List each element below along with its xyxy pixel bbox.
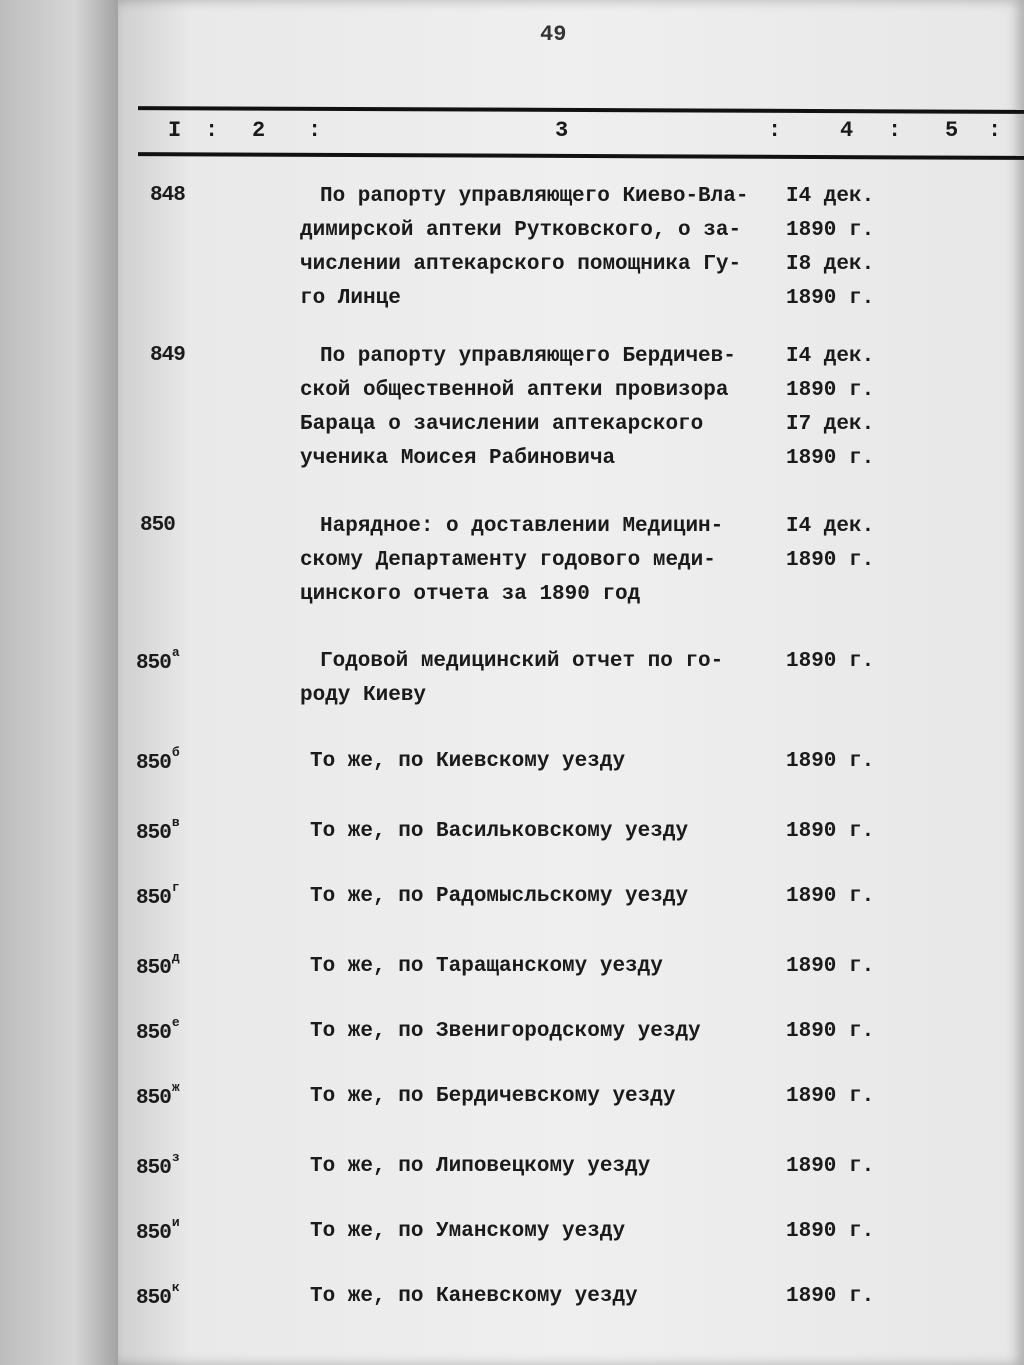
entry-description-line: То же, по Бердичевскому уезду <box>310 1085 676 1108</box>
entry-description <box>310 950 663 984</box>
column-separator: : <box>888 118 902 143</box>
entry-date <box>786 1215 874 1249</box>
entry-description-line: Годовой медицинский отчет по го- <box>320 650 724 673</box>
entry-description-line: То же, по Каневскому уезду <box>310 1285 638 1308</box>
entry-number-main: 850 <box>136 1087 171 1110</box>
entry-date-line: 1890 г. <box>786 1155 875 1178</box>
entry-number-suffix: з <box>171 1150 179 1165</box>
entry-date <box>786 340 874 476</box>
entry-date-line: 1890 г. <box>786 820 875 843</box>
entry-date-line: 1890 г. <box>786 549 875 572</box>
entry-description-line: цинского отчета за 1890 год <box>300 583 641 606</box>
entry-number-main: 850 <box>136 1022 171 1045</box>
entry-description-line: димирской аптеки Рутковского, о за- <box>300 219 742 242</box>
entry-number <box>136 1150 179 1180</box>
entry-description <box>300 340 736 476</box>
column-header-4: 4 <box>840 118 854 143</box>
entry-date-line: 1890 г. <box>786 955 875 978</box>
entry-description <box>310 1080 675 1114</box>
entry-date-line: 1890 г. <box>786 650 875 673</box>
entry-number-suffix: и <box>171 1215 179 1230</box>
entry-date <box>786 510 874 578</box>
entry-description-line: По рапорту управляющего Бердичев- <box>320 345 736 368</box>
column-header-3: 3 <box>555 118 569 143</box>
entry-date-line: I7 дек. <box>786 413 875 436</box>
entry-number-suffix: д <box>171 950 179 965</box>
entry-description-line: го Линце <box>300 287 401 310</box>
entry-description-line: То же, по Радомысльскому уезду <box>310 885 689 908</box>
entry-date <box>786 1280 874 1314</box>
entry-description <box>300 180 748 316</box>
column-separator: : <box>205 118 219 143</box>
entry-number-main: 850 <box>136 957 171 980</box>
entry-description-line: скому Департаменту годового меди- <box>300 549 716 572</box>
entry-description <box>310 745 625 779</box>
entry-date-line: 1890 г. <box>786 1085 875 1108</box>
entry-description <box>300 510 723 612</box>
entry-number-suffix: б <box>171 745 179 760</box>
entry-date-line: 1890 г. <box>786 1020 875 1043</box>
entry-number-suffix: ж <box>171 1080 179 1095</box>
entry-date <box>786 1080 874 1114</box>
entry-date <box>786 645 874 679</box>
entry-date-line: 1890 г. <box>786 885 875 908</box>
entry-number-main: 850 <box>136 1157 171 1180</box>
facing-page-edge <box>0 0 125 1365</box>
entry-description-line: То же, по Таращанскому уезду <box>310 955 663 978</box>
entry-number-main: 850 <box>136 1222 171 1245</box>
entry-description-line: То же, по Звенигородскому уезду <box>310 1020 701 1043</box>
entry-description-line: Бараца о зачислении аптекарского <box>300 413 704 436</box>
entry-date-line: I4 дек. <box>786 345 875 368</box>
entry-description <box>310 1150 650 1184</box>
entry-number-suffix: г <box>171 880 179 895</box>
entry-description-line: Нарядное: о доставлении Медицин- <box>320 515 724 538</box>
entry-number <box>136 1015 179 1045</box>
entry-date-line: 1890 г. <box>786 447 875 470</box>
entry-date <box>786 180 874 316</box>
entry-number-main: 850 <box>136 752 171 775</box>
entry-date <box>786 815 874 849</box>
entry-description-line: ской общественной аптеки провизора <box>300 379 729 402</box>
entry-number <box>150 344 185 367</box>
entry-date <box>786 745 874 779</box>
entry-description-line: ученика Моисея Рабиновича <box>300 447 616 470</box>
column-header-2: 2 <box>252 118 266 143</box>
column-header-5: 5 <box>945 118 959 143</box>
entry-date-line: 1890 г. <box>786 379 875 402</box>
entry-description-line: То же, по Липовецкому уезду <box>310 1155 651 1178</box>
entry-number-main: 850 <box>136 1287 171 1310</box>
column-separator: : <box>308 118 322 143</box>
entry-number-suffix: е <box>171 1015 179 1030</box>
entry-number <box>136 1215 179 1245</box>
entry-number <box>136 745 179 775</box>
entry-description-line: То же, по Васильковскому уезду <box>310 820 689 843</box>
entry-number <box>136 645 179 675</box>
entry-date-line: 1890 г. <box>786 219 875 242</box>
entry-number-main: 848 <box>150 184 185 207</box>
entry-number-main: 850 <box>136 822 171 845</box>
entry-number <box>136 815 179 845</box>
entry-description-line: роду Киеву <box>300 684 427 707</box>
entry-description-line: числении аптекарского помощника Гу- <box>300 253 742 276</box>
entry-number-main: 850 <box>136 652 171 675</box>
entry-date-line: I4 дек. <box>786 185 875 208</box>
entry-description-line: По рапорту управляющего Киево-Вла- <box>320 185 749 208</box>
entry-date <box>786 1150 874 1184</box>
entry-date-line: 1890 г. <box>786 750 875 773</box>
entry-date-line: I8 дек. <box>786 253 875 276</box>
entry-description <box>310 815 688 849</box>
entry-description-line: То же, по Киевскому уезду <box>310 750 626 773</box>
entry-number <box>140 514 175 537</box>
entry-number-suffix: а <box>171 645 179 660</box>
entry-date <box>786 1015 874 1049</box>
entry-description <box>310 1280 638 1314</box>
entry-description-line: То же, по Уманскому уезду <box>310 1220 626 1243</box>
entry-number <box>150 184 185 207</box>
column-header-row <box>140 118 1024 148</box>
entry-number-suffix: к <box>171 1280 179 1295</box>
entry-number-suffix: в <box>171 815 179 830</box>
entry-date <box>786 950 874 984</box>
entry-date-line: I4 дек. <box>786 515 875 538</box>
entry-number-main: 850 <box>140 514 175 537</box>
entry-number <box>136 1080 179 1110</box>
page-number: 49 <box>540 22 567 47</box>
entry-date-line: 1890 г. <box>786 1220 875 1243</box>
entry-description <box>310 1215 625 1249</box>
entry-number-main: 850 <box>136 887 171 910</box>
entry-date-line: 1890 г. <box>786 287 875 310</box>
entry-date <box>786 880 874 914</box>
entry-description <box>310 1015 701 1049</box>
entry-number-main: 849 <box>150 344 185 367</box>
entry-description <box>310 880 688 914</box>
entry-number <box>136 950 179 980</box>
entry-description <box>300 645 723 713</box>
column-separator: : <box>988 118 1002 143</box>
entry-number <box>136 880 179 910</box>
column-separator: : <box>768 118 782 143</box>
entry-date-line: 1890 г. <box>786 1285 875 1308</box>
entry-number <box>136 1280 179 1310</box>
column-header-1: I <box>168 118 182 143</box>
